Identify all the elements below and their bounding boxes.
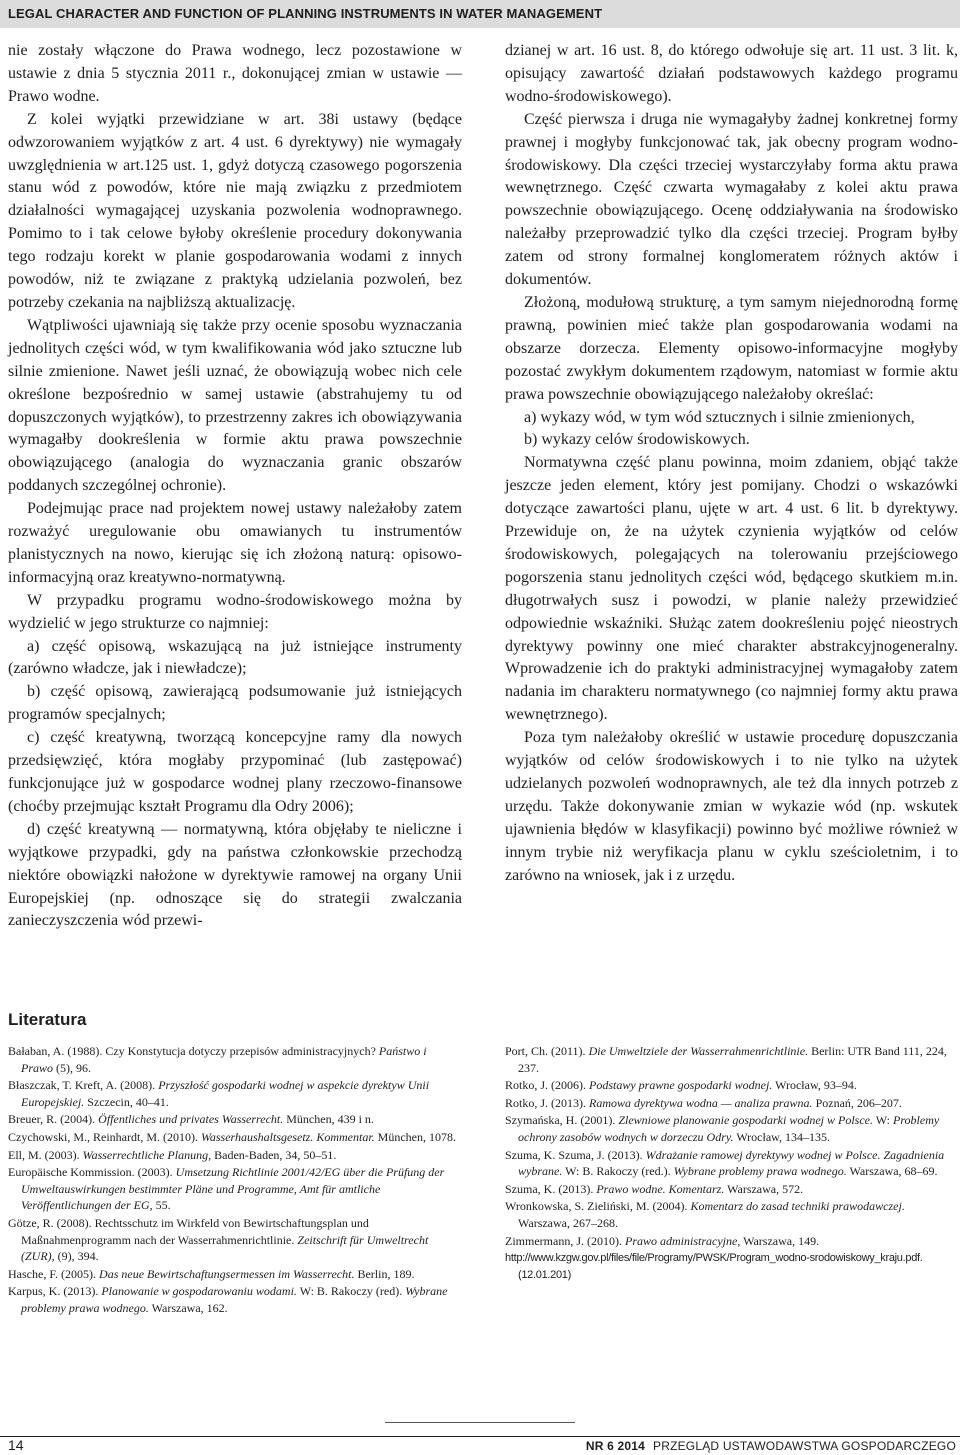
- reference-entry: [505, 1198, 958, 1231]
- reference-italic: Planowanie w gospodarowaniu wodami.: [101, 1284, 297, 1299]
- page-number: 14: [8, 1437, 24, 1453]
- list-item: a) wykazy wód, w tym wód sztucznych i silnie zmienionych,: [524, 408, 915, 426]
- issue-number: NR 6 2014: [585, 1439, 645, 1453]
- reference-rest: München, 1078.: [374, 1129, 456, 1144]
- reference-italic: Prawo administracyjne: [624, 1233, 738, 1248]
- reference-italic: Prawo wodne. Komentarz.: [596, 1181, 725, 1196]
- journal-name: PRZEGLĄD USTAWODAWSTWA GOSPODARCZEGO: [653, 1439, 956, 1453]
- reference-rest2: Warszawa, 68–69.: [846, 1164, 938, 1179]
- reference-plain: Breuer, R. (2004).: [8, 1112, 99, 1127]
- reference-plain: Europäische Kommission. (2003).: [8, 1165, 176, 1180]
- literature-heading: Literatura: [8, 1010, 87, 1029]
- reference-italic2: Wybrane problemy prawa wodnego.: [21, 1284, 448, 1315]
- reference-italic: Podstawy prawne gospodarki wodnej.: [589, 1078, 773, 1093]
- reference-plain: Szuma, K. (2013).: [505, 1181, 597, 1196]
- reference-plain: Ell, M. (2003).: [8, 1147, 83, 1162]
- reference-rest: , Baden-Baden, 34, 50–51.: [208, 1147, 337, 1162]
- list-item: b) wykazy celów środowiskowych.: [524, 431, 750, 449]
- reference-italic: Przyszłość gospodarki wodnej w aspekcie dyrektyw Unii Europejskiej.: [21, 1078, 430, 1109]
- reference-rest: München, 439 i n.: [283, 1112, 374, 1127]
- list-item: b) część opisową, zawierającą podsumowanie już istniejących programów specjalnych;: [8, 683, 462, 724]
- reference-plain: Rotko, J. (2013).: [505, 1095, 589, 1110]
- footnote-rule: [385, 1422, 575, 1423]
- list-item: a) część opisową, wskazującą na już istniejące instrumenty (zarówno władcze, jak i niewładcze);: [8, 637, 462, 678]
- reference-entry: [505, 1095, 958, 1112]
- paragraph: Z kolei wyjątki przewidziane w art. 38i ustawy (będące odwzorowaniem wyjątków z art. 4 ust. 6 dyrektywy) nie wymagały uwzględnienia w art.125 ust. 1, gdyż dotyczą czasowego pogorszenia stanu wód z powodów, które nie mają związku z przedmiotem działalności wymagającej uzyskania pozwolenia wodnoprawnego. Pomimo to i tak celowe byłoby określenie procedury dokonywania tego rodzaju korekt w planie gospodarowania wodami z innych powodów, niż te związane z praktyką udzielania pozwoleń, bez potrzeby czekania na najbliższą aktualizację.: [8, 110, 462, 311]
- reference-italic: Państwo i Prawo: [21, 1044, 427, 1075]
- paragraph: Normatywna część planu powinna, moim zdaniem, objąć także jeszcze jeden element, który jest pomijany. Chodzi o wskazówki dotyczące zawartości planu, ujęte w art. 4 ust. 6 lit. b dyrektywy. Przewiduje on, że na użytek czynienia wyjątków od celów środowiskowych, polegających na tolerowaniu przejściowego pogorszenia stanu jednolitych części wód, będącego skutkiem m.in. długotrwałych susz i powodzi, w planie należy przewidzieć odpowiednie wskaźniki. Służąc zatem dookreśleniu pojęć nieostrych dyrektywy powinny one mieć charakter abstrakcyjnogeneralny. Wprowadzenie ich do praktyki administracyjnej wymagałoby zatem nadania im charakteru normatywnego (co najmniej formy aktu prawa wewnętrznego).: [505, 454, 958, 724]
- reference-rest: Warszawa, 267–268.: [518, 1215, 619, 1230]
- reference-plain: Czychowski, M., Reinhardt, M. (2010).: [8, 1129, 201, 1144]
- reference-plain: Szuma, K. Szuma, J. (2013).: [505, 1147, 646, 1162]
- references-right: [505, 1043, 958, 1284]
- reference-rest: , (9), 394.: [51, 1249, 99, 1264]
- reference-entry: [505, 1112, 958, 1145]
- reference-italic: Zlewniowe planowanie gospodarki wodnej w Polsce.: [618, 1113, 873, 1128]
- reference-rest: W:: [872, 1113, 893, 1128]
- reference-rest: Warszawa, 572.: [724, 1181, 804, 1196]
- reference-url[interactable]: http://www.kzgw.gov.pl/files/file/Programy/PWSK/Program_wodno-srodowiskowy_kraju.pdf. (12.01.201): [505, 1252, 923, 1281]
- paragraph: Złożoną, modułową strukturę, a tym samym niejednorodną formę prawną, powinien mieć także plan gospodarowania wodami na obszarze dorzecza. Elementy opisowo-informacyjne mogłyby pozostać zwykłym dokumentem rządowym, natomiast w formie aktu prawa powszechnie obowiązującego należałoby określać:: [505, 293, 958, 403]
- reference-entry: [8, 1043, 458, 1076]
- reference-rest: W: B. Rakoczy (red.).: [562, 1164, 674, 1179]
- reference-entry: [8, 1129, 458, 1146]
- reference-entry: [8, 1111, 458, 1128]
- reference-italic: Ramowa dyrektywa wodna — analiza prawna.: [589, 1095, 813, 1110]
- reference-entry: [505, 1147, 958, 1180]
- reference-rest2: Wrocław, 134–135.: [733, 1129, 831, 1144]
- reference-rest: , 55.: [149, 1198, 171, 1213]
- reference-entry: [8, 1077, 458, 1110]
- reference-entry: [505, 1181, 958, 1198]
- reference-italic: Öffentliches und privates Wasserrecht.: [98, 1112, 284, 1127]
- reference-rest: W: B. Rakoczy (red).: [296, 1284, 406, 1299]
- running-head: LEGAL CHARACTER AND FUNCTION OF PLANNING INSTRUMENTS IN WATER MANAGEMENT: [0, 0, 960, 28]
- reference-rest: , Warszawa, 149.: [737, 1233, 820, 1248]
- reference-plain: Port, Ch. (2011).: [505, 1044, 589, 1058]
- reference-italic: Komentarz do zasad techniki prawodawczej.: [690, 1199, 905, 1214]
- reference-plain: Wronkowska, S. Zieliński, M. (2004).: [505, 1199, 691, 1214]
- reference-italic: Wasserhaushaltsgesetz. Kommentar.: [200, 1129, 375, 1144]
- reference-rest: Poznań, 206–207.: [812, 1095, 902, 1110]
- reference-plain: Hasche, F. (2005).: [8, 1266, 100, 1281]
- reference-rest: Berlin, 189.: [354, 1266, 415, 1281]
- reference-italic: Die Umweltziele der Wasserrahmenrichtlinie.: [588, 1044, 809, 1058]
- reference-plain: Karpus, K. (2013).: [8, 1284, 102, 1299]
- reference-entry: [8, 1283, 458, 1316]
- paragraph: Część pierwsza i druga nie wymagałyby żadnej konkretnej formy prawnej i mogłyby funkcjonować tak, jak obecny program wodno-środowiskowy. Dla części trzeciej wystarczyłaby forma aktu prawa wewnętrznego. Część czwarta wymagałaby z kolei aktu prawa powszechnie obowiązującego. Ocenę oddziaływania na środowisko należałby przeprowadzić tylko dla części trzeciej. Program byłby zatem od strony formalnej konglomeratem różnych aktów i dokumentów.: [505, 110, 958, 289]
- reference-italic: Wasserrechtliche Planung: [82, 1147, 209, 1162]
- list-item: d) część kreatywną — normatywną, która objęłaby te nieliczne i wyjątkowe przypadki, gdy na państwa członkowskie przechodzą niektóre obowiązki nałożone w dyrektywie ramowej na organy Unii Europejskiej (np. odnoszące się do strategii zwalczania zanieczyszczenia wód przewi-: [8, 820, 462, 930]
- paragraph: Wątpliwości ujawniają się także przy ocenie sposobu wyznaczania jednolitych części wód, w tym kwalifikowania wód jako sztuczne lub silnie zmienione. Nawet jeśli uznać, że obowiązują wobec nich cele określone bezpośrednio w samej ustawie (abstrahujemy tu od dopuszczonych wyjątków), to przestrzenny zakres ich obowiązywania wymagałby dookreślenia w formie aktu prawa powszechnie obowiązującego (analogia do wyznaczania granic obszarów poddanych szczególnej ochronie).: [8, 316, 462, 495]
- reference-plain: Götze, R. (2008). Rechtsschutz im Wirkfeld von Bewirtschaftungsplan und Maßnahmenprogramm nach der Wasserrahmenrichtlinie.: [8, 1215, 369, 1247]
- reference-entry: [8, 1266, 458, 1283]
- paragraph: Podejmując prace nad projektem nowej ustawy należałoby zatem rozważyć uregulowanie obu omawianych tu instrumentów planistycznych na nowo, kierując się ich złożoną naturą: opisowo-informacyjną oraz kreatywno-normatywną.: [8, 500, 462, 586]
- footer-rule: [0, 1436, 960, 1437]
- reference-entry: [505, 1233, 958, 1250]
- journal-footer: [586, 1439, 956, 1453]
- reference-rest: Szczecin, 40–41.: [84, 1094, 169, 1109]
- body-column-left: [8, 40, 462, 933]
- paragraph: W przypadku programu wodno-środowiskowego można by wydzielić w jego strukturze co najmniej:: [8, 591, 462, 632]
- reference-plain: Szymańska, H. (2001).: [505, 1113, 619, 1128]
- reference-italic2: Wybrane problemy prawa wodnego.: [673, 1164, 847, 1179]
- list-item: c) część kreatywną, tworzącą koncepcyjne ramy dla nowych przedsięwzięć, która mogłaby przypominać (lub zastępować) funkcjonujące już w gospodarce wodnej plany rzeczowo-finansowe (choćby przejmując kształt Programu dla Odry 2006);: [8, 729, 462, 815]
- reference-italic: Wdrażanie ramowej dyrektywy wodnej w Polsce. Zagadnienia wybrane.: [518, 1147, 945, 1179]
- paragraph: nie zostały włączone do Prawa wodnego, lecz pozostawione w ustawie z dnia 5 stycznia 2011 r., dokonującej zmian w ustawie — Prawo wodne.: [8, 42, 462, 105]
- reference-rest: Wrocław, 93–94.: [772, 1078, 857, 1093]
- paragraph: Poza tym należałoby określić w ustawie procedurę dopuszczania wyjątków od celów środowiskowych i to nie tylko na użytek udzielanych pozwoleń wodnoprawnych, ale też dla innych potrzeb z urzędu. Także dokonywanie zmian w wykazie wód (np. wskutek ujawnienia błędów w klasyfikacji) powinno być możliwe również w innym trybie niż weryfikacja planu w cyklu sześcioletnim, i to zarówno na wniosek, jak i z urzędu.: [505, 729, 958, 884]
- reference-entry: [505, 1077, 958, 1094]
- reference-plain: Zimmermann, J. (2010).: [505, 1233, 625, 1248]
- reference-rest2: Warszawa, 162.: [148, 1300, 228, 1315]
- paragraph: dzianej w art. 16 ust. 8, do którego odwołuje się art. 11 ust. 3 lit. k, opisujący zawartość działań podstawowych każdego programu wodno-środowiskowego).: [505, 42, 958, 105]
- reference-plain: Błaszczak, T. Kreft, A. (2008).: [8, 1078, 159, 1093]
- body-column-right: [505, 40, 958, 888]
- reference-entry: [505, 1043, 958, 1076]
- reference-italic2: Problemy ochrony zasobów wodnych w dorzeczu Odry.: [518, 1113, 940, 1144]
- reference-rest: Berlin: UTR Band 111, 224, 237.: [518, 1044, 947, 1075]
- reference-italic: Zeitschrift für Umweltrecht (ZUR): [21, 1232, 429, 1264]
- reference-italic: Das neue Bewirtschaftungsermessen im Wasserrecht.: [99, 1266, 355, 1281]
- reference-entry: [8, 1147, 458, 1164]
- reference-plain: Bałaban, A. (1988). Czy Konstytucja dotyczy przepisów administracyjnych?: [8, 1044, 379, 1058]
- reference-italic: Umsetzung Richtlinie 2001/42/EG über die Prüfung der Umweltauswirkungen bestimmter Pläne und Programme, Amt für amtliche Veröffentlichungen der EG: [21, 1165, 445, 1213]
- reference-entry: [8, 1215, 458, 1265]
- reference-plain: Rotko, J. (2006).: [505, 1078, 589, 1093]
- reference-rest: (5), 96.: [53, 1060, 92, 1075]
- reference-entry: [8, 1164, 458, 1214]
- references-left: [8, 1043, 458, 1318]
